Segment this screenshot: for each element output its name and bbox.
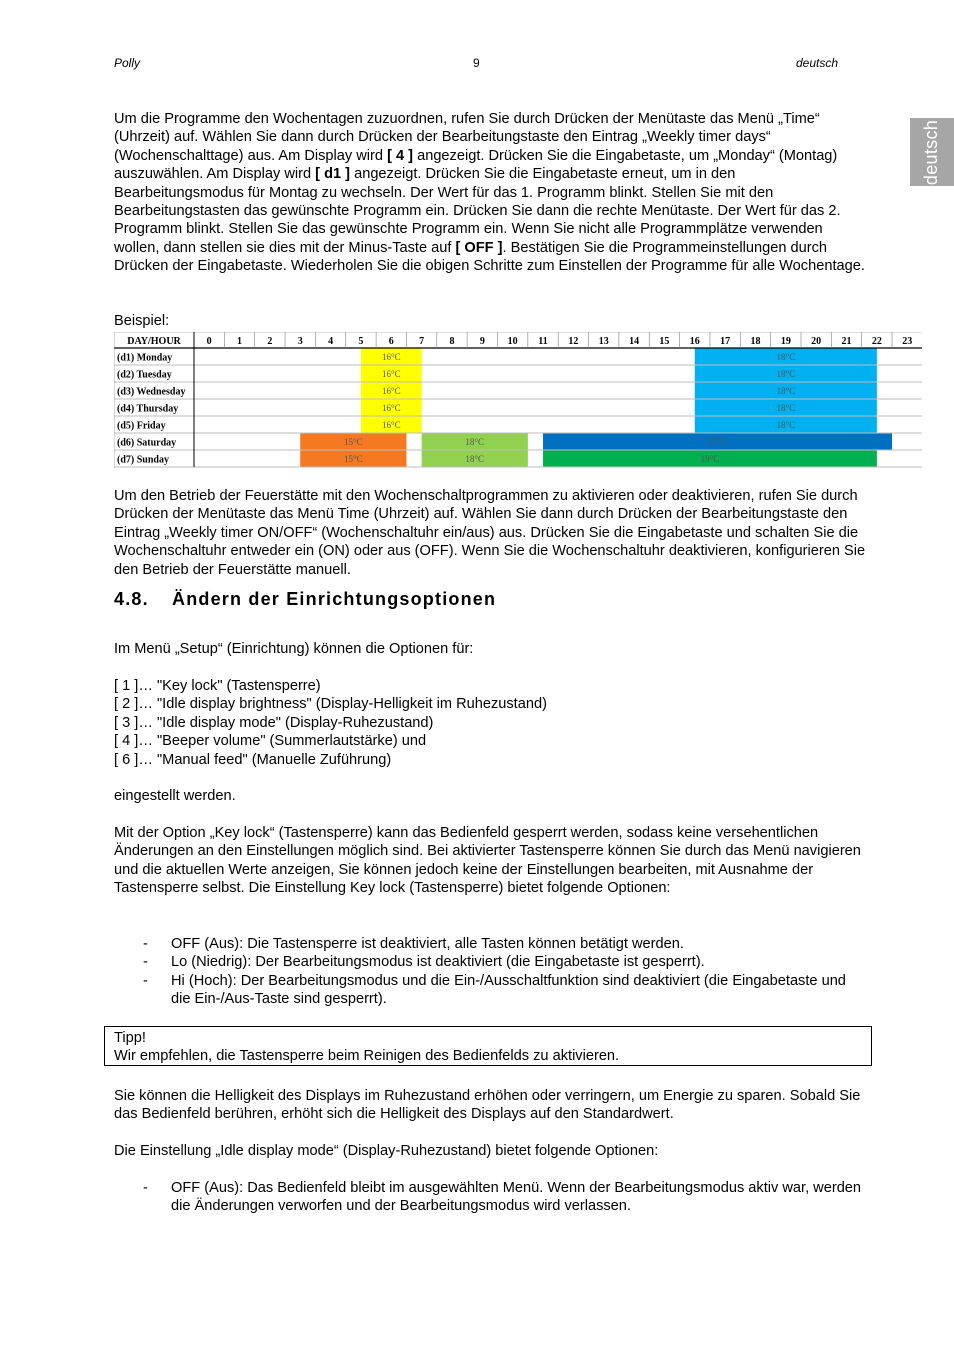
hour-header-label: 4 [328, 336, 334, 347]
page-number: 9 [473, 56, 480, 70]
hour-header-label: 0 [206, 336, 212, 347]
intro-text-4: . Bestätigen Sie die Programmeinstellungen durch Drücken der Eingabetaste. Wiederholen Sie die obigen Schritte zum Einstellen der Programme für alle Wochentage. [114, 239, 865, 275]
tip-title: Tipp! [114, 1030, 146, 1046]
day-label: (d2) Tuesday [117, 369, 172, 381]
program-temp-label: 18°C [776, 352, 796, 362]
hour-header-label: 9 [479, 336, 485, 347]
weekly-schedule-table [114, 332, 922, 470]
setup-options-list [114, 677, 866, 769]
day-label: (d4) Thursday [117, 403, 179, 415]
bullet-dash: - [143, 973, 148, 989]
intro-text-1: Um die Programme den Wochentagen zuzuordnen, rufen Sie durch Drücken der Menütaste das Menü „Time“ (Uhrzeit) auf. Wählen Sie dann durch Drücken der Bearbeitungstaste den Eintrag „Weekly timer days“ (Wochenschalttage) aus. Am Display wird [114, 111, 820, 164]
idle-mode-intro: Die Einstellung „Idle display mode“ (Display-Ruhezustand) bietet folgende Optionen: [114, 1143, 659, 1159]
tip-box [104, 1026, 872, 1066]
setup-option-item: [ 6 ]… "Manual feed" (Manuelle Zuführung) [114, 751, 392, 768]
language-tab-label: deutsch [921, 119, 942, 185]
display-code-d1: [ d1 ] [315, 166, 351, 183]
setup-option-item: [ 1 ]… "Key lock" (Tastensperre) [114, 678, 321, 694]
program-temp-label: 17°C [708, 437, 727, 447]
section-title: Ändern der Einrichtungsoptionen [172, 589, 497, 609]
hour-header-label: 11 [538, 336, 548, 347]
setup-intro: Im Menü „Setup“ (Einrichtung) können die Optionen für: [114, 641, 474, 657]
hour-header-label: 13 [598, 336, 609, 347]
day-label: (d6) Saturday [117, 437, 177, 449]
program-temp-label: 18°C [776, 386, 796, 396]
hour-header-label: 7 [419, 336, 425, 347]
intro-text-3: angezeigt. Drücken Sie die Eingabetaste erneut, um in den Bearbeitungsmodus für Montag zu wechseln. Der Wert für das 1. Programm blinkt. Stellen Sie mit den Bearbeitungstasten das gewünschte Programm ein. Drücken Sie dann die rechte Menütaste. Der Wert für das 2. Programm blinkt. Stellen Sie das gewünschte Programm ein. Wenn Sie nicht alle Programmplätze verwenden wollen, dann stellen sie dies mit der Minus-Taste auf [114, 166, 841, 256]
keylock-option-item [114, 972, 866, 1009]
program-temp-label: 18°C [465, 454, 485, 464]
program-temp-label: 16°C [381, 369, 401, 379]
keylock-option-text: Hi (Hoch): Der Bearbeitungsmodus und die Ein-/Ausschaltfunktion sind deaktiviert (die Eingabetaste und die Ein-/Aus-Taste sind gesperrt). [171, 973, 846, 1008]
hour-header-label: 16 [689, 336, 700, 347]
hour-header-label: 5 [358, 336, 364, 347]
header-right: deutsch [796, 56, 839, 70]
day-label: (d5) Friday [117, 420, 166, 432]
display-code-off: [ OFF ] [455, 239, 503, 256]
hour-header-label: 8 [449, 336, 455, 347]
hour-header-label: 12 [568, 336, 579, 347]
program-temp-label: 16°C [381, 403, 401, 413]
example-label: Beispiel: [114, 313, 170, 329]
idle-mode-option-text: OFF (Aus): Das Bedienfeld bleibt im ausgewählten Menü. Wenn der Bearbeitungsmodus aktiv war, werden die Änderungen verworfen und der Bearbeitungsmodus wird verlassen. [171, 1180, 862, 1215]
display-code-4: [ 4 ] [387, 147, 414, 164]
hour-header-label: 20 [811, 336, 822, 347]
hour-header-label: 22 [871, 336, 882, 347]
tip-text: Wir empfehlen, die Tastensperre beim Reinigen des Bedienfelds zu aktivieren. [114, 1048, 620, 1064]
bullet-dash: - [143, 1180, 148, 1196]
hour-header-label: 18 [750, 336, 761, 347]
bullet-dash: - [143, 936, 148, 952]
day-label: (d7) Sunday [117, 454, 169, 466]
keylock-option-text: OFF (Aus): Die Tastensperre ist deaktiviert, alle Tasten können betätigt werden. [171, 936, 684, 952]
program-temp-label: 15°C [344, 454, 363, 464]
hour-header-label: 6 [388, 336, 394, 347]
setup-option-item: [ 4 ]… "Beeper volume" (Summerlautstärke) und [114, 733, 427, 750]
program-temp-label: 19°C [700, 454, 720, 464]
day-label: (d3) Wednesday [117, 386, 186, 398]
keylock-option-item [114, 935, 866, 953]
day-hour-header: DAY/HOUR [127, 336, 181, 347]
hour-header-label: 10 [507, 336, 518, 347]
keylock-option-item [114, 953, 866, 971]
hour-header-label: 3 [297, 336, 303, 347]
hour-header-label: 23 [902, 336, 913, 347]
header-left: Polly [114, 56, 141, 70]
keylock-option-text: Lo (Niedrig): Der Bearbeitungsmodus ist deaktiviert (die Eingabetaste ist gesperrt). [171, 954, 705, 970]
brightness-paragraph: Sie können die Helligkeit des Displays im Ruhezustand erhöhen oder verringern, um Energie zu sparen. Sobald Sie das Bedienfeld berühren, erhöht sich die Helligkeit des Displays auf den Standardwert. [114, 1088, 861, 1123]
program-temp-label: 16°C [381, 352, 401, 362]
intro-text-2: angezeigt. Drücken Sie die Eingabetaste, um „Monday“ (Montag) auszuwählen. Am Display wird [114, 147, 838, 183]
hour-header-label: 14 [629, 336, 640, 347]
bullet-dash: - [143, 954, 148, 970]
program-temp-label: 16°C [381, 420, 401, 430]
program-temp-label: 18°C [776, 403, 796, 413]
weekly-timer-paragraph: Um den Betrieb der Feuerstätte mit den Wochenschaltprogrammen zu aktivieren oder deaktivieren, rufen Sie durch Drücken der Menütaste das Menü Time (Uhrzeit) auf. Wählen Sie dann durch Drücken der Bearbeitungstaste den Eintrag „Weekly timer ON/OFF“ (Wochenschaltuhr ein/aus) aus. Drücken Sie die Eingabetaste und schalten Sie die Wochenschaltuhr entweder ein (ON) oder aus (OFF). Wenn Sie die Wochenschaltuhr deaktivieren, konfigurieren Sie den Betrieb der Feuerstätte manuell. [114, 488, 866, 578]
program-temp-label: 15°C [344, 437, 363, 447]
setup-option-item: [ 2 ]… "Idle display brightness" (Display-Helligkeit im Ruhezustand) [114, 696, 547, 713]
setup-option-item: [ 3 ]… "Idle display mode" (Display-Ruhezustand) [114, 714, 434, 731]
section-number: 4.8. [114, 589, 149, 609]
keylock-paragraph: Mit der Option „Key lock“ (Tastensperre) kann das Bedienfeld gesperrt werden, sodass keine versehentlichen Änderungen an den Einstellungen möglich sind. Bei aktivierter Tastensperre können Sie durch das Menü navigieren und die aktuellen Werte anzeigen, Sie können jedoch keine der Einstellungen bearbeiten, mit Ausnahme der Tastensperre selbst. Die Einstellung Key lock (Tastensperre) bietet folgende Optionen: [114, 825, 861, 897]
hour-header-label: 15 [659, 336, 670, 347]
language-tab [910, 118, 954, 186]
hour-header-label: 17 [720, 336, 731, 347]
hour-header-label: 1 [237, 336, 243, 347]
set-text: eingestellt werden. [114, 788, 236, 804]
program-temp-label: 18°C [776, 369, 796, 379]
hour-header-label: 19 [780, 336, 791, 347]
program-temp-label: 18°C [776, 420, 796, 430]
program-temp-label: 18°C [465, 437, 485, 447]
hour-header-label: 21 [841, 336, 852, 347]
day-label: (d1) Monday [117, 352, 173, 364]
section-heading [114, 589, 496, 610]
intro-paragraph [114, 110, 866, 276]
idle-mode-option-item [114, 1179, 866, 1216]
hour-header-label: 2 [267, 336, 273, 347]
program-temp-label: 16°C [381, 386, 401, 396]
